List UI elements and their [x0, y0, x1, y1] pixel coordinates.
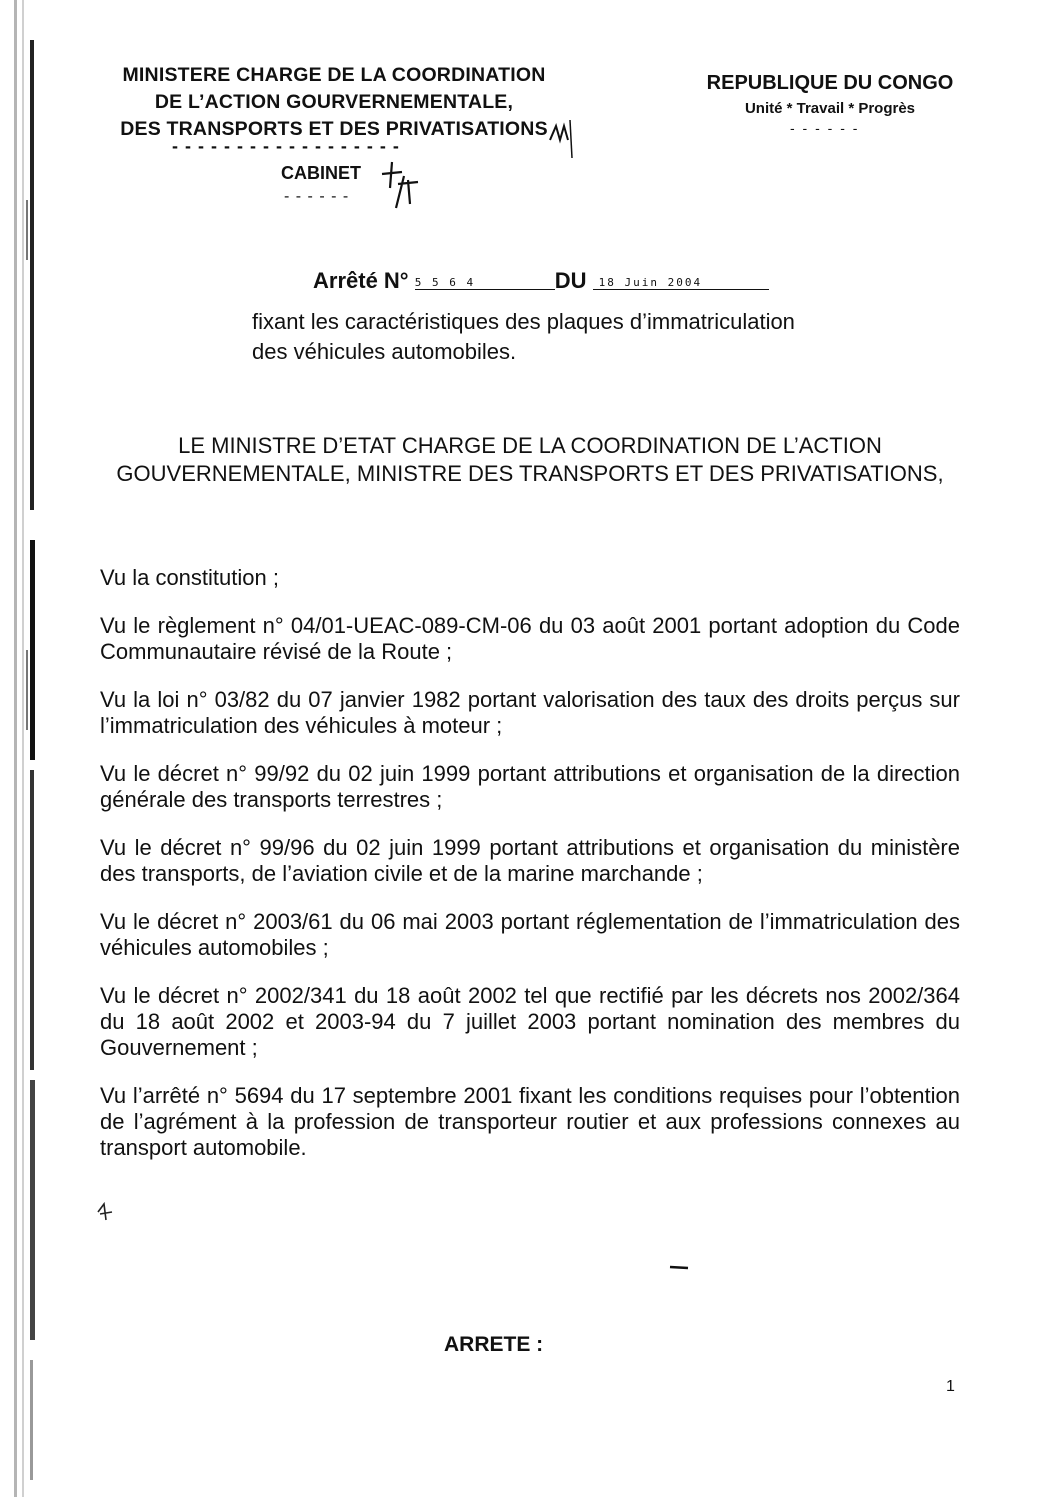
arrete-heading: ARRETE : [444, 1333, 544, 1356]
cabinet-label: CABINET [281, 163, 361, 183]
national-motto: Unité * Travail * Progrès [744, 100, 916, 117]
consideration-item: Vu le décret n° 99/96 du 02 juin 1999 portant attributions et organisation du ministère des transports, de l’aviation civile et de la marine marchande ; [100, 835, 960, 886]
consideration-item: Vu l’arrêté n° 5694 du 17 septembre 2001 fixant les conditions requises pour l’obtention de l’agrément à la profession de transporteur routier et aux professions connexes au transport automobile. [100, 1083, 960, 1160]
consideration-item: Vu la constitution ; [100, 565, 279, 590]
ministry-header [84, 62, 584, 143]
motto-separator: - - - - - - [790, 120, 860, 136]
handwritten-tick-mark [94, 1198, 118, 1224]
consideration-item: Vu le décret n° 2003/61 du 06 mai 2003 portant réglementation de l’immatriculation des véhicules automobiles ; [100, 909, 960, 960]
ministry-line-1: MINISTERE CHARGE DE LA COORDINATION [122, 64, 546, 86]
handwritten-mark-initials [548, 118, 588, 163]
decree-subject-line-1: fixant les caractéristiques des plaques d’immatriculation [252, 309, 795, 334]
minister-title-line-2: GOUVERNEMENTALE, MINISTRE DES TRANSPORTS ET DES PRIVATISATIONS, [116, 461, 944, 486]
minister-title [100, 432, 960, 488]
consideration-item: Vu le décret n° 99/92 du 02 juin 1999 portant attributions et organisation de la direction générale des transports terrestres ; [100, 761, 960, 812]
handwritten-dash-mark [668, 1262, 692, 1272]
page-number: 1 [946, 1378, 955, 1395]
consideration-item: Vu le règlement n° 04/01-UEAC-089-CM-06 du 03 août 2001 portant adoption du Code Communautaire révisé de la Route ; [100, 613, 960, 664]
consideration-item: Vu la loi n° 03/82 du 07 janvier 1982 portant valorisation des taux des droits perçus sur l’immatriculation des véhicules à moteur ; [100, 687, 960, 738]
decree-date: 18 Juin 2004 [593, 276, 769, 290]
decree-number: 5 5 6 4 [415, 276, 555, 290]
cabinet-separator: - - - - - - [284, 188, 350, 205]
consideration-item: Vu le décret n° 2002/341 du 18 août 2002 tel que rectifié par les décrets nos 2002/364 du 18 août 2002 et 2003-94 du 7 juillet 2003 portant nomination des membres du Gouvernement ; [100, 983, 960, 1060]
decree-subject [252, 307, 892, 367]
considerations-list [100, 565, 960, 1183]
handwritten-mark-cabinet [380, 158, 425, 213]
decree-label: Arrêté N° [313, 268, 409, 293]
decree-du-label: DU [554, 268, 587, 293]
decree-subject-line-2: des véhicules automobiles. [252, 339, 517, 364]
minister-title-line-1: LE MINISTRE D’ETAT CHARGE DE LA COORDINATION DE L’ACTION [178, 433, 882, 458]
scan-edge-artifact [0, 0, 42, 1497]
ministry-line-2: DE L’ACTION GOURVERNEMENTALE, [154, 91, 514, 113]
ministry-line-3: DES TRANSPORTS ET DES PRIVATISATIONS [120, 118, 548, 140]
ministry-separator: - - - - - - - - - - - - - - - - - - [172, 136, 400, 156]
republic-title: REPUBLIQUE DU CONGO [706, 72, 954, 94]
decree-title-line [313, 268, 769, 294]
